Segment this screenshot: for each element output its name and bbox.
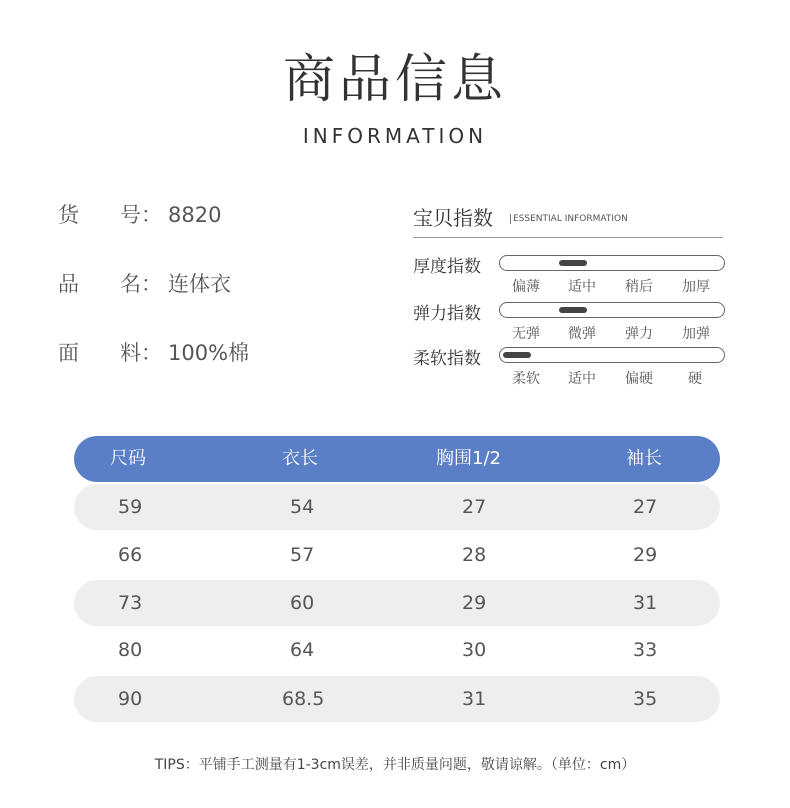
info-key-char: 货 — [58, 203, 79, 227]
table-cell: 31 — [633, 592, 658, 614]
table-cell: 59 — [118, 496, 143, 518]
table-cell: 33 — [633, 639, 658, 661]
table-cell: 31 — [462, 688, 487, 710]
index-label: 弹力指数 — [413, 304, 481, 324]
index-option: 柔软 — [512, 371, 540, 387]
index-scale-bar — [499, 302, 725, 318]
table-row — [74, 580, 720, 626]
tips-note: TIPS：平铺手工测量有1-3cm误差，并非质量问题，敬请谅解。（单位：cm） — [154, 757, 636, 773]
info-key-tail: 名： — [120, 272, 162, 296]
index-option: 偏薄 — [512, 279, 540, 295]
size-table-header — [74, 436, 720, 482]
table-cell: 30 — [462, 639, 487, 661]
table-cell: 29 — [462, 592, 487, 614]
table-row — [74, 532, 720, 578]
table-cell: 35 — [633, 688, 658, 710]
info-value: 连体衣 — [168, 272, 231, 296]
info-value: 100%棉 — [168, 341, 250, 365]
index-scale-marker — [559, 307, 587, 313]
column-header-chest: 胸围1/2 — [436, 448, 501, 469]
index-row-elasticity — [413, 302, 728, 342]
info-key-char: 品 — [58, 272, 79, 296]
column-header-sleeve: 袖长 — [626, 448, 662, 469]
info-key-tail: 料： — [120, 341, 162, 365]
table-cell: 66 — [118, 544, 143, 566]
table-cell: 27 — [633, 496, 658, 518]
index-option: 偏硬 — [625, 371, 653, 387]
info-value: 8820 — [168, 203, 222, 227]
table-row — [74, 484, 720, 530]
index-option: 稍后 — [625, 279, 653, 295]
table-cell: 64 — [290, 639, 315, 661]
index-heading: 宝贝指数 — [413, 206, 493, 230]
index-option: 硬 — [688, 371, 702, 387]
table-row — [74, 676, 720, 722]
info-key-char: 面 — [58, 341, 79, 365]
index-scale-bar — [499, 347, 725, 363]
index-label: 柔软指数 — [413, 349, 481, 369]
index-option: 无弹 — [512, 326, 540, 342]
table-row — [74, 627, 720, 673]
index-option: 微弹 — [568, 326, 596, 342]
table-cell: 54 — [290, 496, 315, 518]
index-row-thickness — [413, 255, 728, 295]
table-cell: 28 — [462, 544, 487, 566]
table-cell: 27 — [462, 496, 487, 518]
page-subtitle: INFORMATION — [302, 124, 488, 148]
column-header-size: 尺码 — [110, 448, 146, 469]
table-cell: 73 — [118, 592, 143, 614]
index-option: 适中 — [568, 371, 596, 387]
table-cell: 80 — [118, 639, 143, 661]
table-cell: 68.5 — [282, 688, 325, 710]
table-cell: 29 — [633, 544, 658, 566]
page-title: 商品信息 — [282, 50, 507, 110]
table-cell: 57 — [290, 544, 315, 566]
index-divider — [413, 237, 723, 238]
index-row-softness — [413, 347, 728, 387]
index-option: 弹力 — [625, 326, 653, 342]
index-label: 厚度指数 — [413, 257, 481, 277]
index-scale-marker — [503, 352, 531, 358]
column-header-length: 衣长 — [282, 448, 318, 469]
table-cell: 60 — [290, 592, 315, 614]
index-scale-marker — [559, 260, 587, 266]
info-key-tail: 号： — [120, 203, 162, 227]
index-option: 加弹 — [682, 326, 710, 342]
index-option: 适中 — [568, 279, 596, 295]
index-option: 加厚 — [682, 279, 710, 295]
table-cell: 90 — [118, 688, 143, 710]
index-scale-bar — [499, 255, 725, 271]
index-subheading: ESSENTIAL INFORMATION — [510, 214, 628, 224]
